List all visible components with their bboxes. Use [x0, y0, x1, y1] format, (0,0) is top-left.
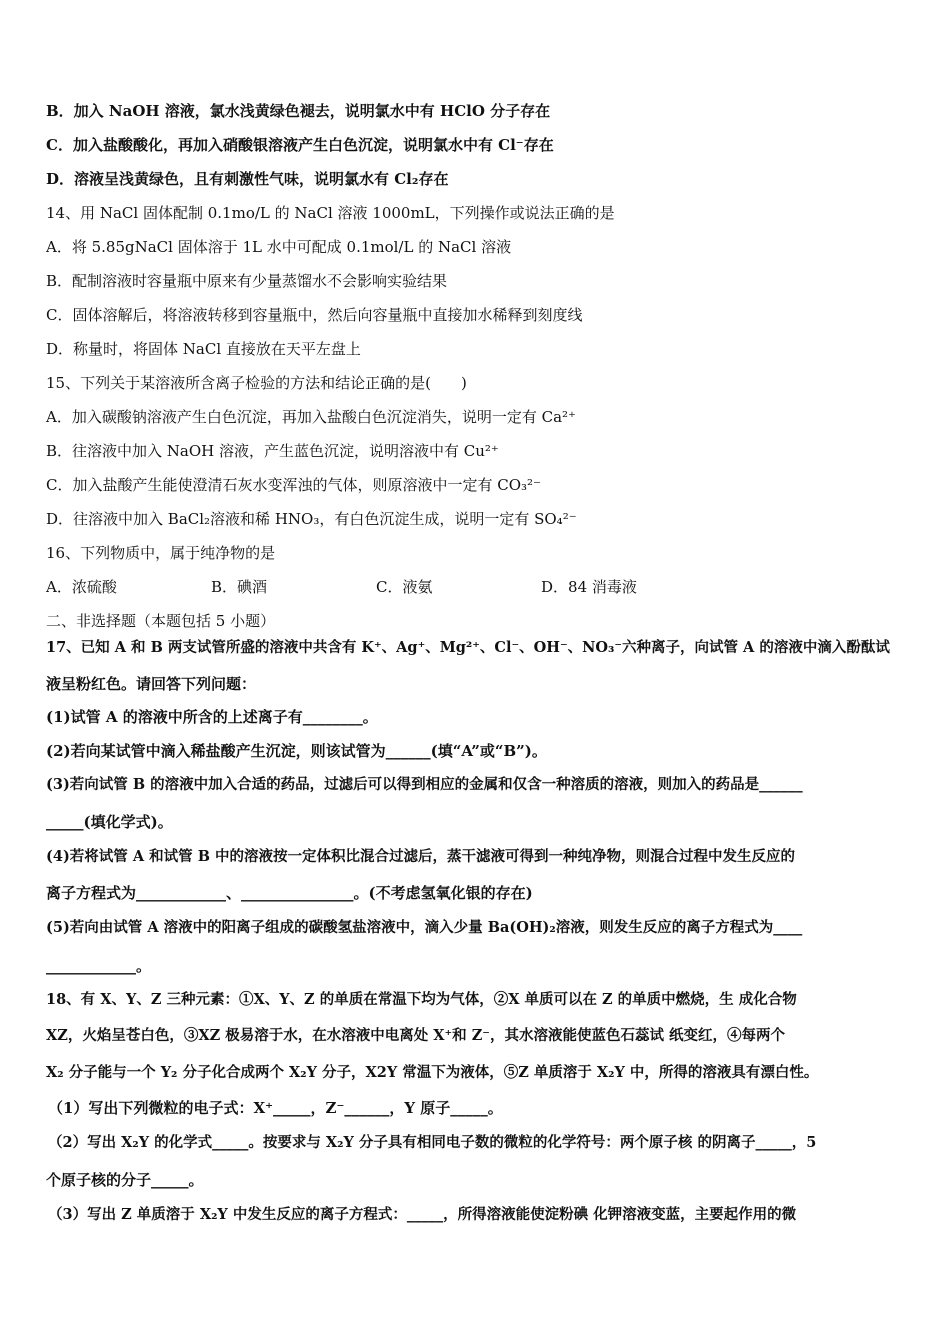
q14-option-a: A．将 5.85gNaCl 固体溶于 1L 水中可配成 0.1mol/L 的 NaCl 溶液 [46, 238, 512, 256]
q15-option-c: C．加入盐酸产生能使澄清石灰水变浑浊的气体，则原溶液中一定有 CO₃²⁻ [46, 476, 541, 494]
q17-stem-line2: 液呈粉红色。请回答下列问题： [46, 675, 257, 693]
q18-part1: （1）写出下列微粒的电子式：X⁺_____，Z⁻______，Y 原子_____。 [48, 1099, 503, 1117]
q15-option-a: A．加入碳酸钠溶液产生白色沉淀，再加入盐酸白色沉淀消失，说明一定有 Ca²⁺ [46, 408, 576, 426]
q17-part3-line2: _____(填化学式)。 [46, 813, 173, 831]
q16-option-a: A．浓硫酸 [46, 578, 117, 596]
q14-stem: 14、用 NaCl 固体配制 0.1mo/L 的 NaCl 溶液 1000mL，下列操作或说法正确的是 [46, 204, 615, 222]
q17-stem-line1: 17、已知 A 和 B 两支试管所盛的溶液中共含有 K⁺、Ag⁺、Mg²⁺、Cl⁻、OH⁻、NO₃⁻六种离子，向试管 A 的溶液中滴入酚酞试 [46, 639, 890, 656]
q18-part3: （3）写出 Z 单质溶于 X₂Y 中发生反应的离子方程式：_____，所得溶液能使淀粉碘 化钾溶液变蓝，主要起作用的微 [48, 1206, 797, 1223]
q18-part2-line1: （2）写出 X₂Y 的化学式_____。按要求与 X₂Y 分子具有相同电子数的微粒的化学符号：两个原子核 的阴离子_____，5 [48, 1134, 817, 1151]
q16-option-b: B．碘酒 [211, 578, 268, 596]
q17-part4-line1: (4)若将试管 A 和试管 B 中的溶液按一定体积比混合过滤后，蒸干滤液可得到一种纯净物，则混合过程中发生反应的 [46, 848, 796, 865]
q16-option-d: D．84 消毒液 [541, 578, 637, 596]
q14-option-c: C．固体溶解后，将溶液转移到容量瓶中，然后向容量瓶中直接加水稀释到刻度线 [46, 306, 583, 324]
q17-part5-line1: (5)若向由试管 A 溶液中的阳离子组成的碳酸氢盐溶液中，滴入少量 Ba(OH)₂溶液，则发生反应的离子方程式为____ [46, 919, 803, 936]
q17-part3-line1: (3)若向试管 B 的溶液中加入合适的药品，过滤后可以得到相应的金属和仅含一种溶质的溶液，则加入的药品是______ [46, 776, 803, 793]
q18-stem-line2: XZ，火焰呈苍白色，③XZ 极易溶于水，在水溶液中电离处 X⁺和 Z⁻，其水溶液能使蓝色石蕊试 纸变红，④每两个 [46, 1027, 786, 1044]
q17-part2: (2)若向某试管中滴入稀盐酸产生沉淀，则该试管为______(填“A”或“B”)。 [46, 742, 547, 760]
q16-option-c: C．液氨 [376, 578, 433, 596]
q15-stem: 15、下列关于某溶液所含离子检验的方法和结论正确的是( ) [46, 374, 467, 392]
q17-part1: (1)试管 A 的溶液中所含的上述离子有________。 [46, 708, 378, 726]
section-heading: 二、非选择题（本题包括 5 小题） [46, 612, 276, 630]
q18-stem-line1: 18、有 X、Y、Z 三种元素：①X、Y、Z 的单质在常温下均为气体，②X 单质可以在 Z 的单质中燃烧，生 成化合物 [46, 991, 797, 1008]
q13-option-d: D．溶液呈浅黄绿色，且有刺激性气味，说明氯水有 Cl₂存在 [46, 170, 449, 188]
q13-option-b: B．加入 NaOH 溶液，氯水浅黄绿色褪去，说明氯水中有 HClO 分子存在 [46, 102, 551, 120]
q17-part4-line2: 离子方程式为____________、_______________。(不考虑氢氧化银的存在) [46, 884, 533, 902]
q14-option-b: B．配制溶液时容量瓶中原来有少量蒸馏水不会影响实验结果 [46, 272, 448, 290]
q15-option-b: B．往溶液中加入 NaOH 溶液，产生蓝色沉淀，说明溶液中有 Cu²⁺ [46, 442, 499, 460]
q14-option-d: D．称量时，将固体 NaCl 直接放在天平左盘上 [46, 340, 361, 358]
q16-stem: 16、下列物质中，属于纯净物的是 [46, 544, 276, 562]
q13-option-c: C．加入盐酸酸化，再加入硝酸银溶液产生白色沉淀，说明氯水中有 Cl⁻存在 [46, 136, 554, 154]
q18-stem-line3: X₂ 分子能与一个 Y₂ 分子化合成两个 X₂Y 分子，X2Y 常温下为液体，⑤Z 单质溶于 X₂Y 中，所得的溶液具有漂白性。 [46, 1064, 819, 1081]
q15-option-d: D．往溶液中加入 BaCl₂溶液和稀 HNO₃，有白色沉淀生成，说明一定有 SO₄²⁻ [46, 510, 577, 528]
q17-part5-line2: ____________。 [46, 957, 152, 975]
q18-part2-line2: 个原子核的分子_____。 [46, 1171, 204, 1189]
